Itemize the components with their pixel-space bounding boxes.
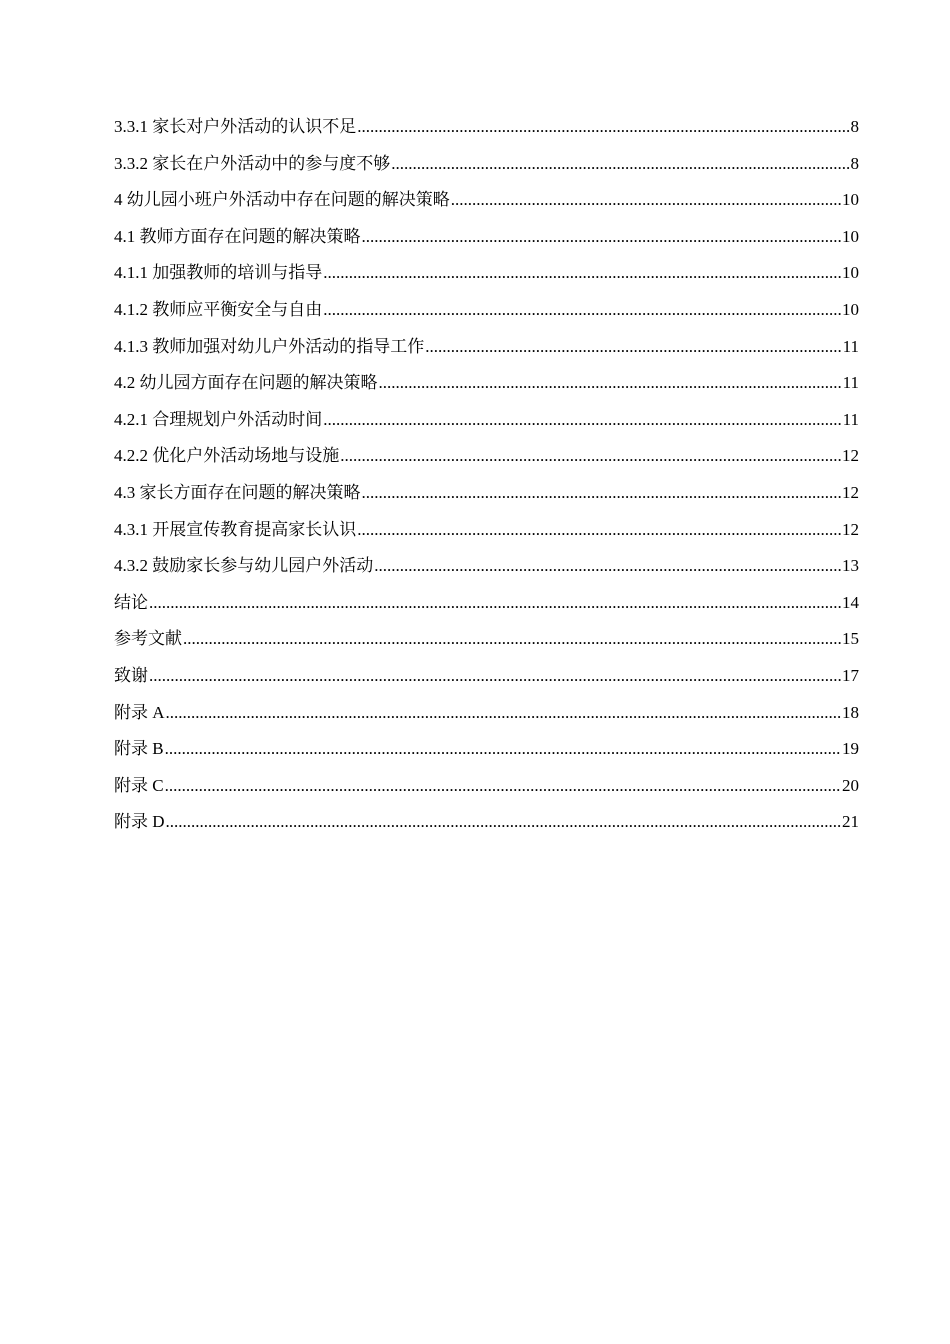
- toc-leader-dots: [323, 297, 841, 323]
- toc-entry[interactable]: [114, 626, 859, 663]
- toc-entry-title: 4.1.2 教师应平衡安全与自由: [114, 299, 323, 319]
- toc-entry[interactable]: [114, 736, 859, 773]
- toc-entry-title: 4.1.3 教师加强对幼儿户外活动的指导工作: [114, 336, 425, 356]
- toc-entry[interactable]: [114, 443, 859, 480]
- toc-entry[interactable]: [114, 151, 859, 188]
- toc-entry-title: 4 幼儿园小班户外活动中存在问题的解决策略: [114, 190, 450, 210]
- toc-leader-dots: [379, 370, 842, 396]
- table-of-contents: [114, 114, 859, 846]
- toc-leader-dots: [374, 553, 841, 579]
- toc-leader-dots: [149, 663, 841, 689]
- toc-leader-dots: [323, 407, 841, 433]
- toc-entry-title: 附录 D: [114, 812, 165, 832]
- toc-leader-dots: [166, 809, 841, 835]
- toc-entry-page: 11: [842, 409, 859, 429]
- toc-entry-page: 8: [850, 153, 859, 173]
- toc-entry-page: 8: [850, 117, 859, 136]
- toc-entry[interactable]: [114, 809, 859, 846]
- toc-entry-title: 4.1.1 加强教师的培训与指导: [114, 263, 323, 283]
- toc-entry-page: 10: [842, 190, 859, 210]
- toc-entry[interactable]: [114, 187, 859, 224]
- toc-entry-title: 附录 A: [114, 702, 165, 722]
- toc-leader-dots: [166, 700, 841, 726]
- toc-leader-dots: [323, 260, 841, 286]
- toc-entry-title: 3.3.1 家长对户外活动的认识不足: [114, 117, 357, 136]
- toc-entry[interactable]: [114, 407, 859, 444]
- toc-leader-dots: [425, 334, 841, 360]
- toc-entry-page: 12: [842, 446, 859, 466]
- toc-entry[interactable]: [114, 663, 859, 700]
- toc-entry-page: 10: [842, 226, 859, 246]
- toc-entry-title: 4.2.1 合理规划户外活动时间: [114, 409, 323, 429]
- toc-entry-page: 21: [842, 812, 859, 832]
- toc-entry-page: 17: [842, 665, 859, 685]
- toc-entry-page: 12: [842, 519, 859, 539]
- toc-leader-dots: [149, 590, 841, 616]
- toc-entry[interactable]: [114, 260, 859, 297]
- toc-leader-dots: [357, 114, 849, 140]
- toc-leader-dots: [451, 187, 841, 213]
- toc-entry[interactable]: [114, 590, 859, 627]
- toc-leader-dots: [391, 151, 849, 177]
- toc-entry[interactable]: [114, 553, 859, 590]
- toc-leader-dots: [362, 224, 842, 250]
- toc-leader-dots: [340, 443, 841, 469]
- toc-entry-title: 4.1 教师方面存在问题的解决策略: [114, 226, 361, 246]
- toc-entry-page: 10: [842, 263, 859, 283]
- toc-entry-page: 14: [842, 592, 859, 612]
- toc-entry-page: 19: [842, 739, 859, 759]
- toc-entry[interactable]: [114, 370, 859, 407]
- toc-entry[interactable]: [114, 480, 859, 517]
- toc-entry[interactable]: [114, 773, 859, 810]
- toc-entry-title: 参考文献: [114, 629, 182, 649]
- toc-entry-page: 11: [842, 336, 859, 356]
- toc-entry-page: 20: [842, 775, 859, 795]
- toc-entry-page: 11: [842, 373, 859, 393]
- toc-entry-page: 13: [842, 556, 859, 576]
- toc-entry[interactable]: [114, 517, 859, 554]
- toc-entry-title: 4.2.2 优化户外活动场地与设施: [114, 446, 340, 466]
- toc-entry-title: 附录 C: [114, 775, 164, 795]
- toc-entry[interactable]: [114, 114, 859, 151]
- toc-leader-dots: [357, 517, 841, 543]
- toc-entry-title: 4.2 幼儿园方面存在问题的解决策略: [114, 373, 378, 393]
- toc-entry-title: 4.3 家长方面存在问题的解决策略: [114, 482, 361, 502]
- toc-entry-page: 12: [842, 482, 859, 502]
- toc-entry-title: 3.3.2 家长在户外活动中的参与度不够: [114, 153, 391, 173]
- toc-entry[interactable]: [114, 334, 859, 371]
- toc-entry-title: 结论: [114, 592, 148, 612]
- toc-entry[interactable]: [114, 700, 859, 737]
- toc-entry-page: 18: [842, 702, 859, 722]
- toc-entry[interactable]: [114, 297, 859, 334]
- toc-entry-page: 10: [842, 299, 859, 319]
- toc-entry-title: 致谢: [114, 665, 148, 685]
- toc-entry[interactable]: [114, 224, 859, 261]
- toc-entry-title: 4.3.1 开展宣传教育提高家长认识: [114, 519, 357, 539]
- toc-leader-dots: [165, 773, 841, 799]
- toc-entry-page: 15: [842, 629, 859, 649]
- toc-leader-dots: [362, 480, 842, 506]
- toc-leader-dots: [183, 626, 841, 652]
- toc-entry-title: 附录 B: [114, 739, 164, 759]
- toc-entry-title: 4.3.2 鼓励家长参与幼儿园户外活动: [114, 556, 374, 576]
- toc-leader-dots: [165, 736, 841, 762]
